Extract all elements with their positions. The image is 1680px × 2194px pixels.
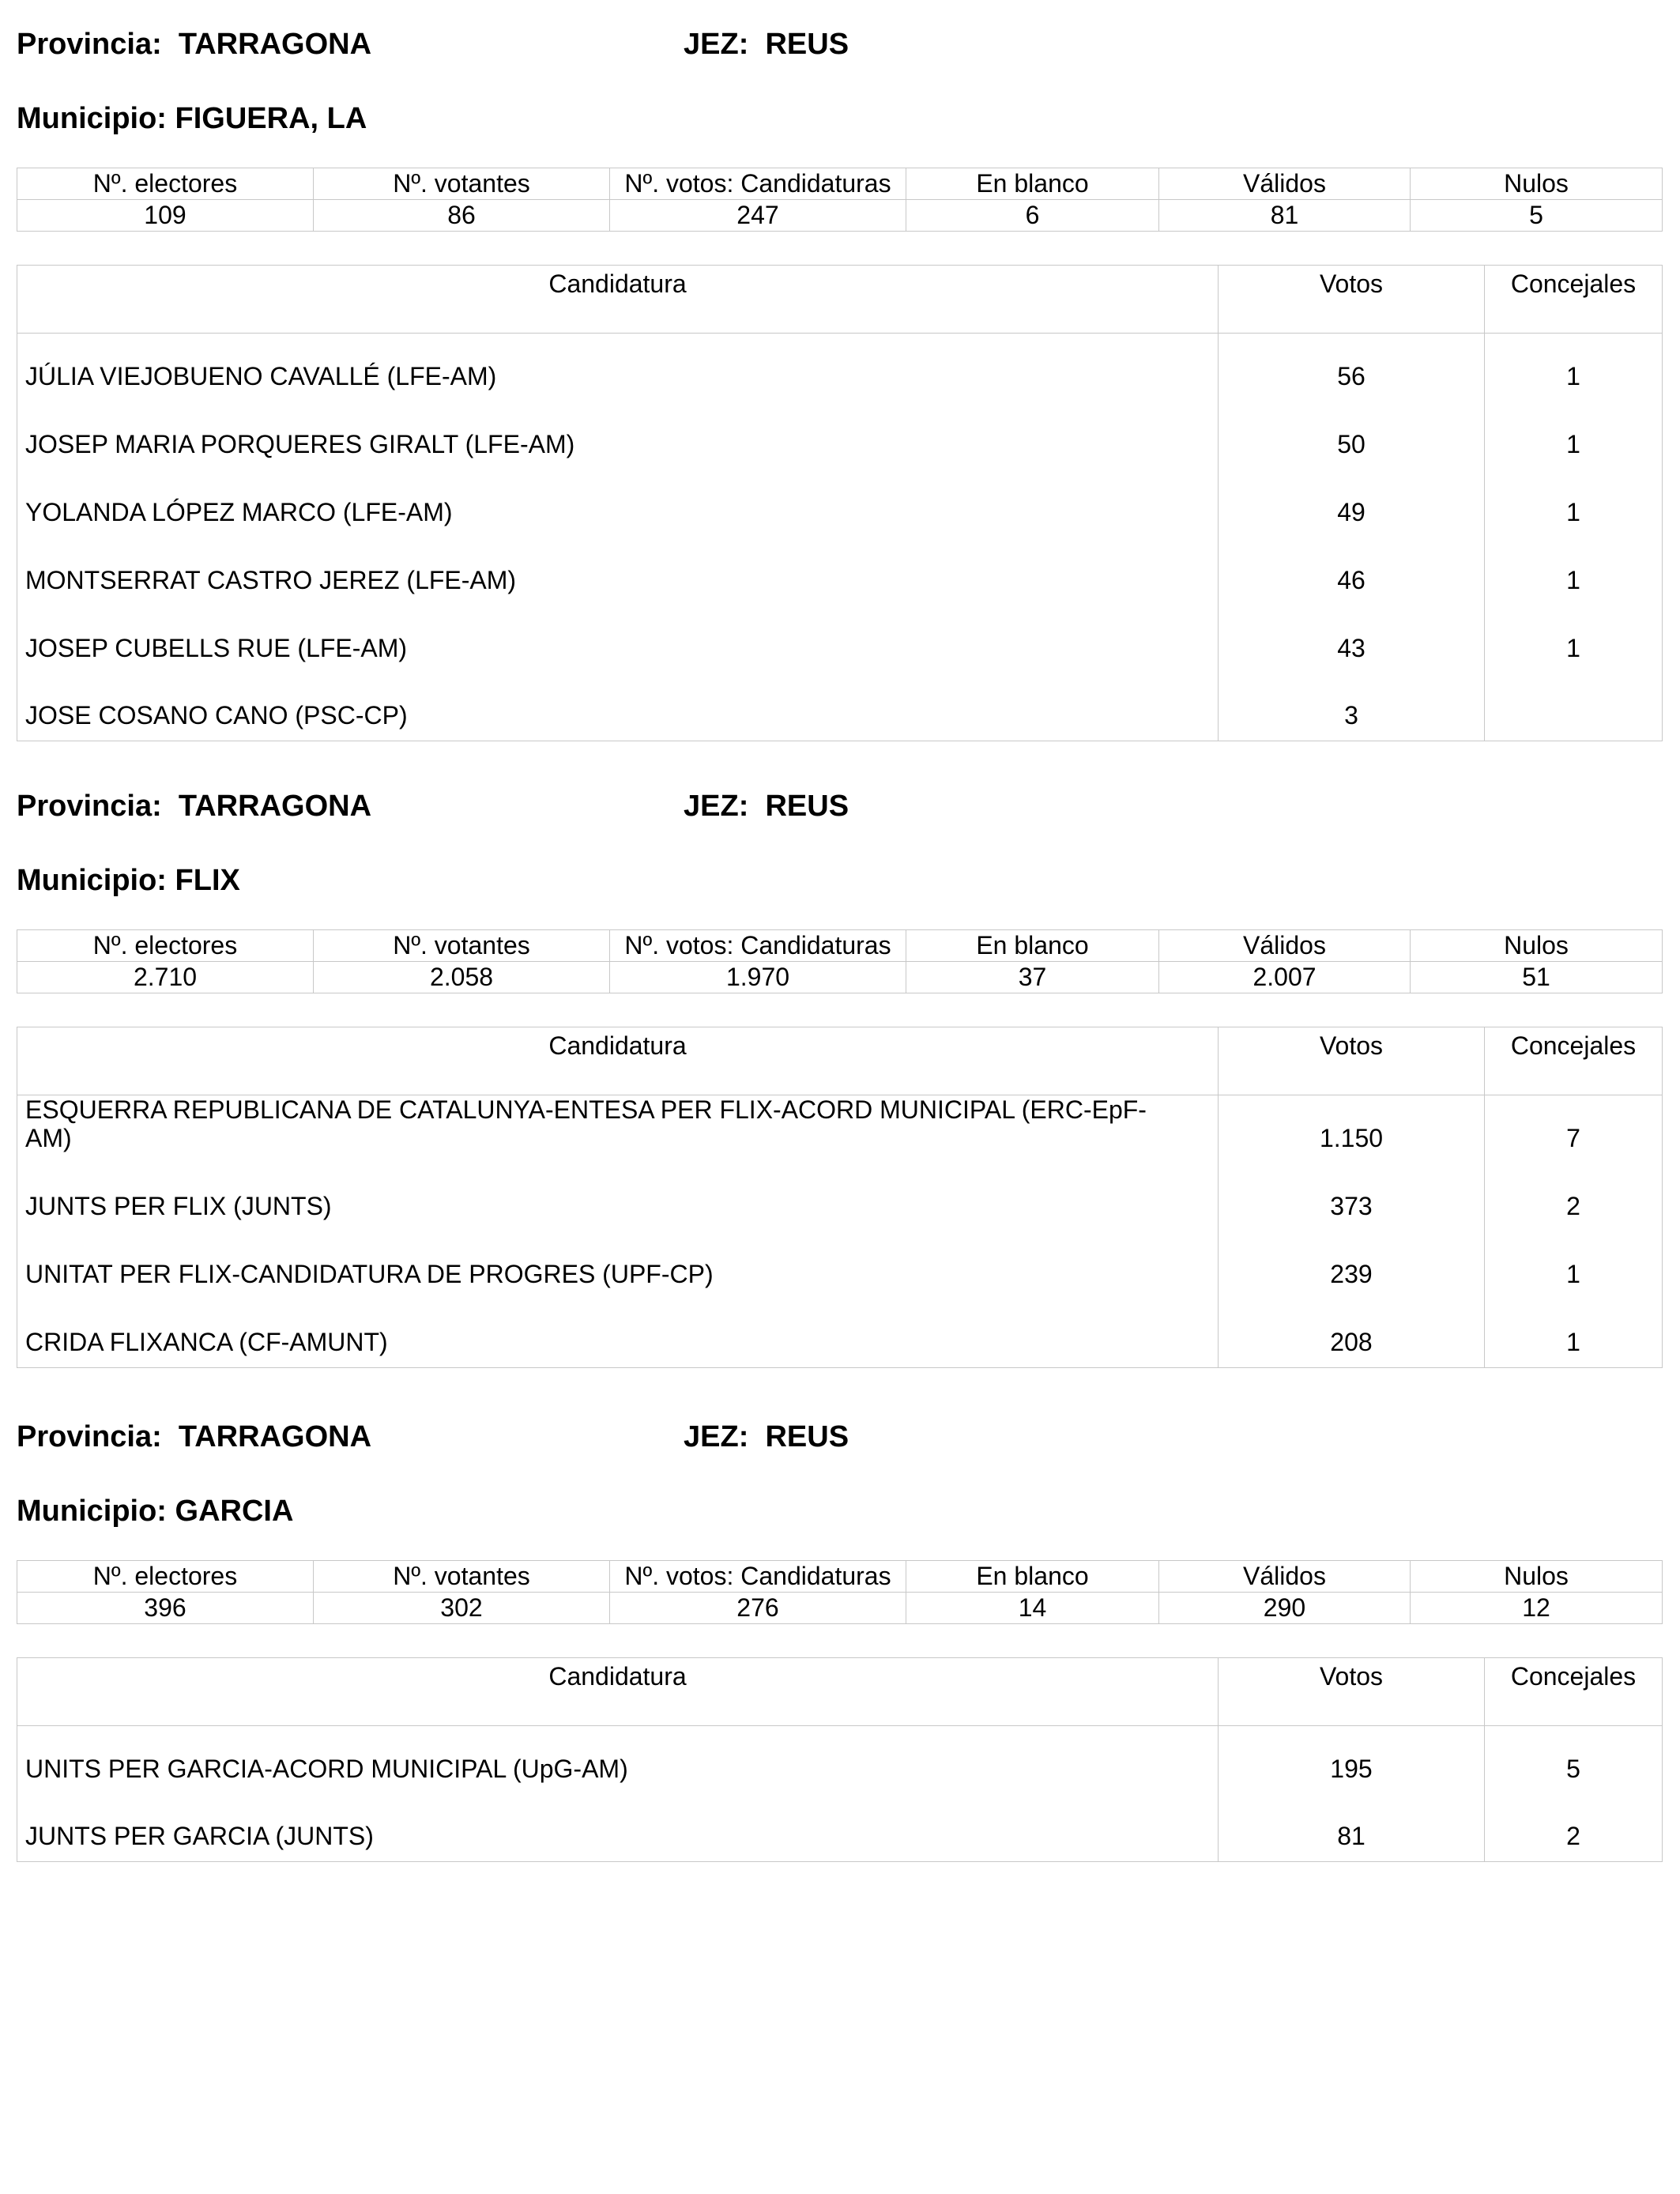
table-row [17, 1231, 1663, 1299]
summary-header-electores: Nº. electores [17, 1561, 314, 1593]
summary-header-en-blanco: En blanco [906, 168, 1159, 200]
summary-header-votos-candidaturas: Nº. votos: Candidaturas [610, 1561, 906, 1593]
jez-label: JEZ: REUS [684, 1420, 849, 1453]
candidate-name: JOSEP MARIA PORQUERES GIRALT (LFE-AM) [17, 401, 1219, 469]
candidatura-table [17, 265, 1663, 741]
candidate-name: JUNTS PER FLIX (JUNTS) [17, 1163, 1219, 1231]
candidate-concejales: 1 [1485, 605, 1663, 673]
provincia-label: Provincia: TARRAGONA [17, 28, 372, 61]
candidate-votos: 81 [1219, 1794, 1485, 1862]
header-concejales: Concejales [1485, 1658, 1663, 1726]
candidate-concejales: 1 [1485, 1299, 1663, 1367]
candidate-name: JOSE COSANO CANO (PSC-CP) [17, 673, 1219, 741]
candidate-votos: 43 [1219, 605, 1485, 673]
summary-value-votos-candidaturas: 247 [610, 200, 906, 232]
candidate-concejales: 1 [1485, 401, 1663, 469]
candidate-name: MONTSERRAT CASTRO JEREZ (LFE-AM) [17, 537, 1219, 605]
summary-header-row [17, 168, 1663, 200]
summary-header-electores: Nº. electores [17, 930, 314, 962]
summary-value-en-blanco: 6 [906, 200, 1159, 232]
candidatura-header-row [17, 1027, 1663, 1095]
summary-value-en-blanco: 37 [906, 962, 1159, 993]
header-concejales: Concejales [1485, 1027, 1663, 1095]
candidate-name: JÚLIA VIEJOBUENO CAVALLÉ (LFE-AM) [17, 334, 1219, 401]
summary-value-validos: 2.007 [1159, 962, 1411, 993]
summary-header-nulos: Nulos [1411, 930, 1663, 962]
table-row [17, 537, 1663, 605]
summary-header-votos-candidaturas: Nº. votos: Candidaturas [610, 930, 906, 962]
summary-header-nulos: Nulos [1411, 168, 1663, 200]
municipio-section-garcia [17, 1413, 1662, 1862]
summary-header-validos: Válidos [1159, 930, 1411, 962]
summary-value-en-blanco: 14 [906, 1593, 1159, 1624]
table-row [17, 334, 1663, 401]
candidate-concejales: 7 [1485, 1095, 1663, 1164]
header-votos: Votos [1219, 266, 1485, 334]
header-concejales: Concejales [1485, 266, 1663, 334]
summary-value-electores: 396 [17, 1593, 314, 1624]
summary-value-votantes: 302 [314, 1593, 610, 1624]
summary-table [17, 1560, 1663, 1624]
candidate-name: UNITAT PER FLIX-CANDIDATURA DE PROGRES (UPF-CP) [17, 1231, 1219, 1299]
summary-value-electores: 109 [17, 200, 314, 232]
candidate-concejales: 1 [1485, 469, 1663, 537]
candidate-name: YOLANDA LÓPEZ MARCO (LFE-AM) [17, 469, 1219, 537]
candidatura-header-row [17, 266, 1663, 334]
table-row [17, 605, 1663, 673]
municipio-title: Municipio: GARCIA [17, 1495, 294, 1528]
candidate-votos: 56 [1219, 334, 1485, 401]
candidate-concejales: 1 [1485, 1231, 1663, 1299]
header-candidatura: Candidatura [17, 1027, 1219, 1095]
summary-header-row [17, 930, 1663, 962]
candidate-votos: 373 [1219, 1163, 1485, 1231]
candidate-concejales: 2 [1485, 1794, 1663, 1862]
summary-value-validos: 81 [1159, 200, 1411, 232]
table-row [17, 673, 1663, 741]
header-row [17, 782, 1662, 830]
table-row [17, 1095, 1663, 1164]
summary-value-nulos: 5 [1411, 200, 1663, 232]
candidate-concejales [1485, 673, 1663, 741]
summary-header-electores: Nº. electores [17, 168, 314, 200]
table-row [17, 469, 1663, 537]
summary-header-votantes: Nº. votantes [314, 168, 610, 200]
municipio-section-flix [17, 782, 1662, 1368]
candidatura-table [17, 1027, 1663, 1368]
summary-value-nulos: 51 [1411, 962, 1663, 993]
candidatura-table [17, 1657, 1663, 1862]
header-candidatura: Candidatura [17, 1658, 1219, 1726]
summary-value-votos-candidaturas: 1.970 [610, 962, 906, 993]
candidate-name: CRIDA FLIXANCA (CF-AMUNT) [17, 1299, 1219, 1367]
table-row [17, 401, 1663, 469]
summary-table [17, 168, 1663, 232]
summary-header-validos: Válidos [1159, 168, 1411, 200]
summary-value-row [17, 1593, 1663, 1624]
summary-header-en-blanco: En blanco [906, 930, 1159, 962]
municipio-title: Municipio: FIGUERA, LA [17, 102, 367, 135]
summary-value-nulos: 12 [1411, 1593, 1663, 1624]
header-candidatura: Candidatura [17, 266, 1219, 334]
provincia-label: Provincia: TARRAGONA [17, 1420, 372, 1453]
candidate-name: ESQUERRA REPUBLICANA DE CATALUNYA-ENTESA PER FLIX-ACORD MUNICIPAL (ERC-EpF-AM) [17, 1095, 1219, 1164]
candidate-votos: 50 [1219, 401, 1485, 469]
table-row [17, 1794, 1663, 1862]
summary-header-row [17, 1561, 1663, 1593]
summary-header-votos-candidaturas: Nº. votos: Candidaturas [610, 168, 906, 200]
candidate-name: JOSEP CUBELLS RUE (LFE-AM) [17, 605, 1219, 673]
candidate-name: UNITS PER GARCIA-ACORD MUNICIPAL (UpG-AM) [17, 1726, 1219, 1794]
summary-value-row [17, 200, 1663, 232]
candidate-votos: 1.150 [1219, 1095, 1485, 1164]
header-votos: Votos [1219, 1658, 1485, 1726]
summary-table [17, 929, 1663, 993]
candidate-votos: 239 [1219, 1231, 1485, 1299]
candidate-votos: 195 [1219, 1726, 1485, 1794]
candidate-concejales: 1 [1485, 334, 1663, 401]
header-votos: Votos [1219, 1027, 1485, 1095]
summary-header-en-blanco: En blanco [906, 1561, 1159, 1593]
table-row [17, 1163, 1663, 1231]
summary-value-votos-candidaturas: 276 [610, 1593, 906, 1624]
candidatura-header-row [17, 1658, 1663, 1726]
summary-value-votantes: 86 [314, 200, 610, 232]
candidate-concejales: 2 [1485, 1163, 1663, 1231]
table-row [17, 1726, 1663, 1794]
candidate-votos: 3 [1219, 673, 1485, 741]
candidate-concejales: 1 [1485, 537, 1663, 605]
jez-label: JEZ: REUS [684, 28, 849, 61]
summary-value-validos: 290 [1159, 1593, 1411, 1624]
summary-header-votantes: Nº. votantes [314, 930, 610, 962]
candidate-name: JUNTS PER GARCIA (JUNTS) [17, 1794, 1219, 1862]
provincia-label: Provincia: TARRAGONA [17, 790, 372, 823]
municipio-title: Municipio: FLIX [17, 864, 240, 897]
summary-header-votantes: Nº. votantes [314, 1561, 610, 1593]
header-row [17, 21, 1662, 68]
header-row [17, 1413, 1662, 1461]
municipio-section-figuera [17, 21, 1662, 741]
candidate-votos: 208 [1219, 1299, 1485, 1367]
summary-header-nulos: Nulos [1411, 1561, 1663, 1593]
summary-value-row [17, 962, 1663, 993]
summary-header-validos: Válidos [1159, 1561, 1411, 1593]
candidate-votos: 49 [1219, 469, 1485, 537]
summary-value-votantes: 2.058 [314, 962, 610, 993]
candidate-concejales: 5 [1485, 1726, 1663, 1794]
jez-label: JEZ: REUS [684, 790, 849, 823]
candidate-votos: 46 [1219, 537, 1485, 605]
table-row [17, 1299, 1663, 1367]
summary-value-electores: 2.710 [17, 962, 314, 993]
